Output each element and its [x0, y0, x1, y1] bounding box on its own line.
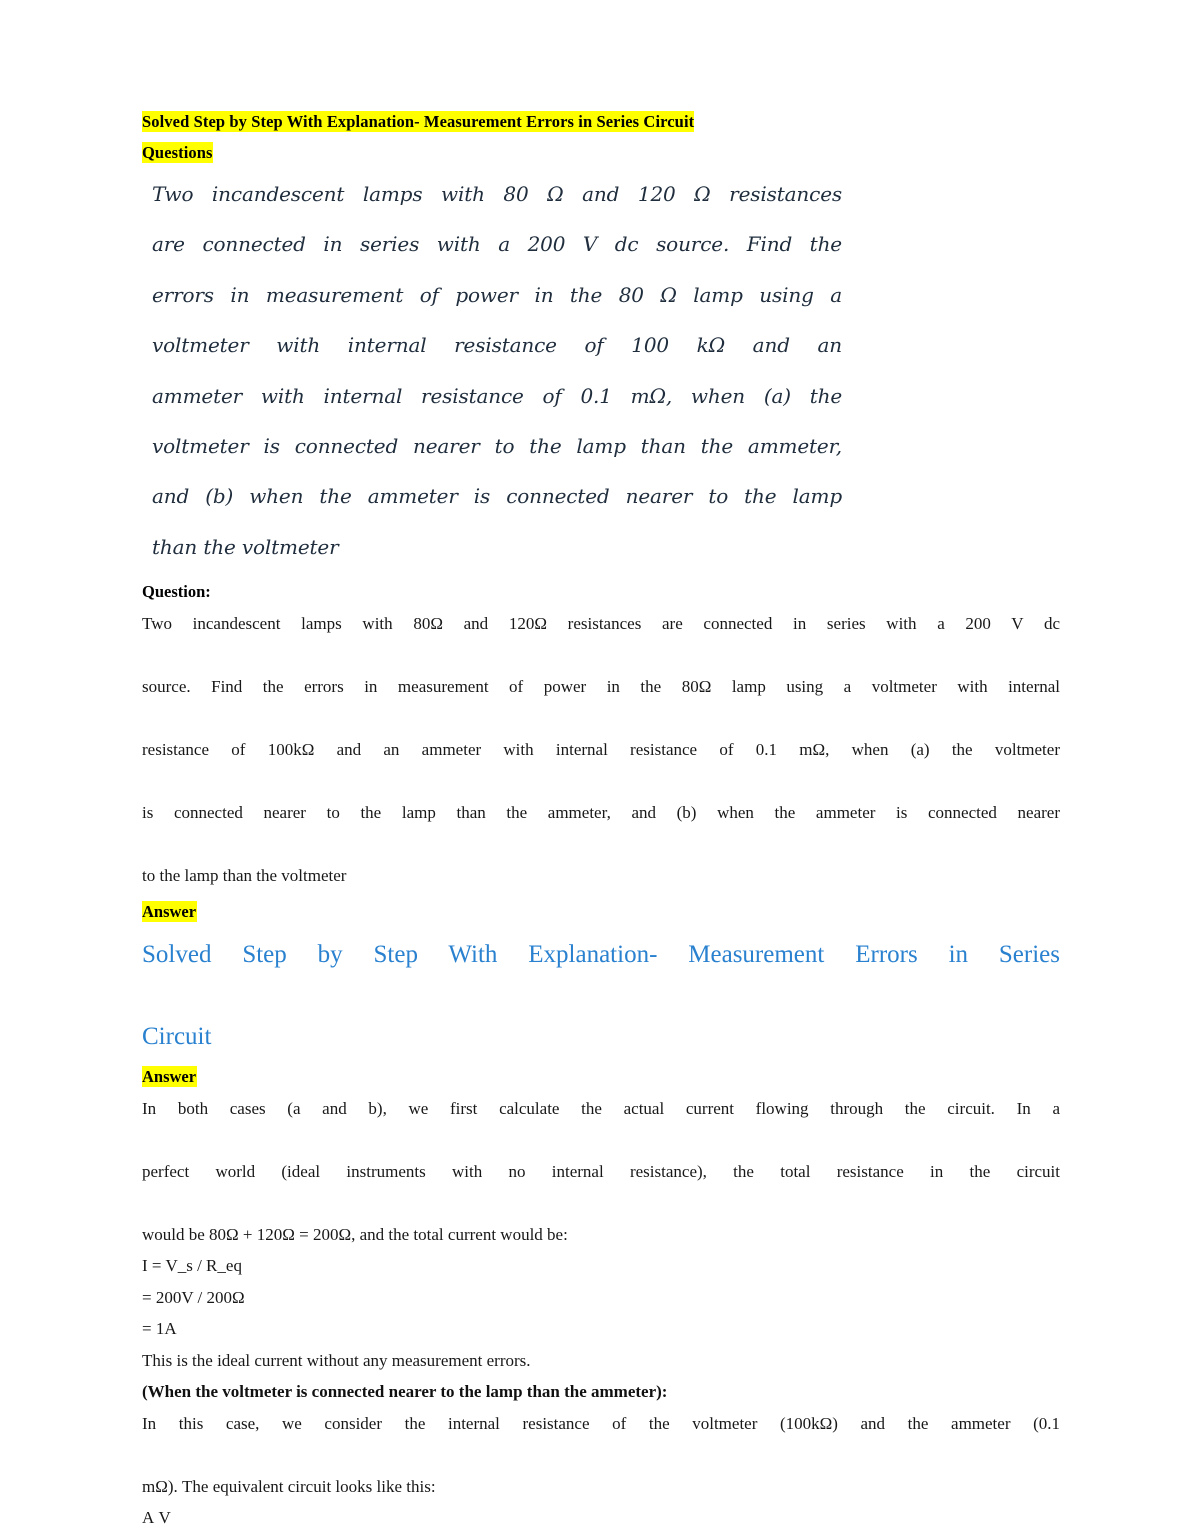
- circuit-placeholder: [142, 1502, 1060, 1534]
- equation-line-1: [142, 1250, 1060, 1282]
- document-content: [142, 106, 1060, 1534]
- quote-line: voltmeter is connected nearer to the lamp than the ammeter,: [152, 434, 842, 459]
- equation-line-2: [142, 1282, 1060, 1314]
- answer-paragraph-line: In both cases (a and b), we first calculate the actual current flowing through the circuit. In a: [142, 1098, 1060, 1118]
- quoted-question-block: [152, 182, 842, 560]
- question-label-text: Question:: [142, 582, 211, 602]
- question-body-line: Two incandescent lamps with 80Ω and 120Ω resistances are connected in series with a 200 V dc: [142, 614, 1060, 634]
- quote-line: errors in measurement of power in the 80 Ω lamp using a: [152, 282, 842, 307]
- case-a-body-line: mΩ). The equivalent circuit looks like this:: [142, 1476, 436, 1496]
- quote-line: and (b) when the ammeter is connected nearer to the lamp: [152, 484, 842, 509]
- quote-line: voltmeter with internal resistance of 100 kΩ and an: [152, 333, 842, 358]
- equation-text: = 1A: [142, 1319, 177, 1339]
- circuit-placeholder-text: A V: [142, 1508, 172, 1528]
- page-title-line-2: Questions: [142, 143, 213, 162]
- question-body-line: source. Find the errors in measurement of power in the 80Ω lamp using a voltmeter with internal: [142, 677, 1060, 697]
- answer-label-first-text: Answer: [142, 901, 197, 921]
- case-a-body-line: In this case, we consider the internal resistance of the voltmeter (100kΩ) and the ammeter (0.1: [142, 1413, 1060, 1433]
- ideal-current-note-text: This is the ideal current without any measurement errors.: [142, 1350, 531, 1370]
- question-body-line: is connected nearer to the lamp than the ammeter, and (b) when the ammeter is connected nearer: [142, 803, 1060, 823]
- quote-line: are connected in series with a 200 V dc source. Find the: [152, 232, 842, 257]
- blue-heading-line: Circuit: [142, 1022, 212, 1050]
- question-body-line: to the lamp than the voltmeter: [142, 866, 347, 886]
- answer-paragraph-line: perfect world (ideal instruments with no internal resistance), the total resistance in the circuit: [142, 1161, 1060, 1181]
- quote-line: ammeter with internal resistance of 0.1 mΩ, when (a) the: [152, 383, 842, 408]
- quote-line: than the voltmeter: [152, 534, 339, 559]
- equation-text: = 200V / 200Ω: [142, 1287, 245, 1307]
- page-title-line-1: Solved Step by Step With Explanation- Measurement Errors in Series Circuit: [142, 112, 695, 131]
- answer-paragraph-line: would be 80Ω + 120Ω = 200Ω, and the total current would be:: [142, 1224, 568, 1244]
- equation-text: I = V_s / R_eq: [142, 1256, 242, 1276]
- question-label: [142, 576, 1060, 608]
- blue-heading-line: Solved Step by Step With Explanation- Measurement Errors in Series: [142, 940, 1060, 968]
- answer-label-first: [142, 896, 1060, 928]
- case-a-heading-text: (When the voltmeter is connected nearer to the lamp than the ammeter):: [142, 1382, 668, 1402]
- answer-blue-heading: [142, 934, 1060, 1057]
- quote-line: Two incandescent lamps with 80 Ω and 120 Ω resistances: [152, 182, 842, 206]
- page-title-second-line: [142, 137, 932, 168]
- question-body: [142, 608, 1060, 892]
- ideal-current-note: [142, 1345, 1060, 1377]
- case-a-body: [142, 1408, 1060, 1503]
- page-title: [142, 106, 932, 137]
- answer-paragraph: [142, 1093, 1060, 1251]
- question-body-line: resistance of 100kΩ and an ammeter with internal resistance of 0.1 mΩ, when (a) the voltmeter: [142, 740, 1060, 760]
- answer-label-second-text: Answer: [142, 1066, 197, 1086]
- equation-line-3: [142, 1313, 1060, 1345]
- answer-label-second: [142, 1061, 1060, 1093]
- case-a-heading: [142, 1376, 1060, 1408]
